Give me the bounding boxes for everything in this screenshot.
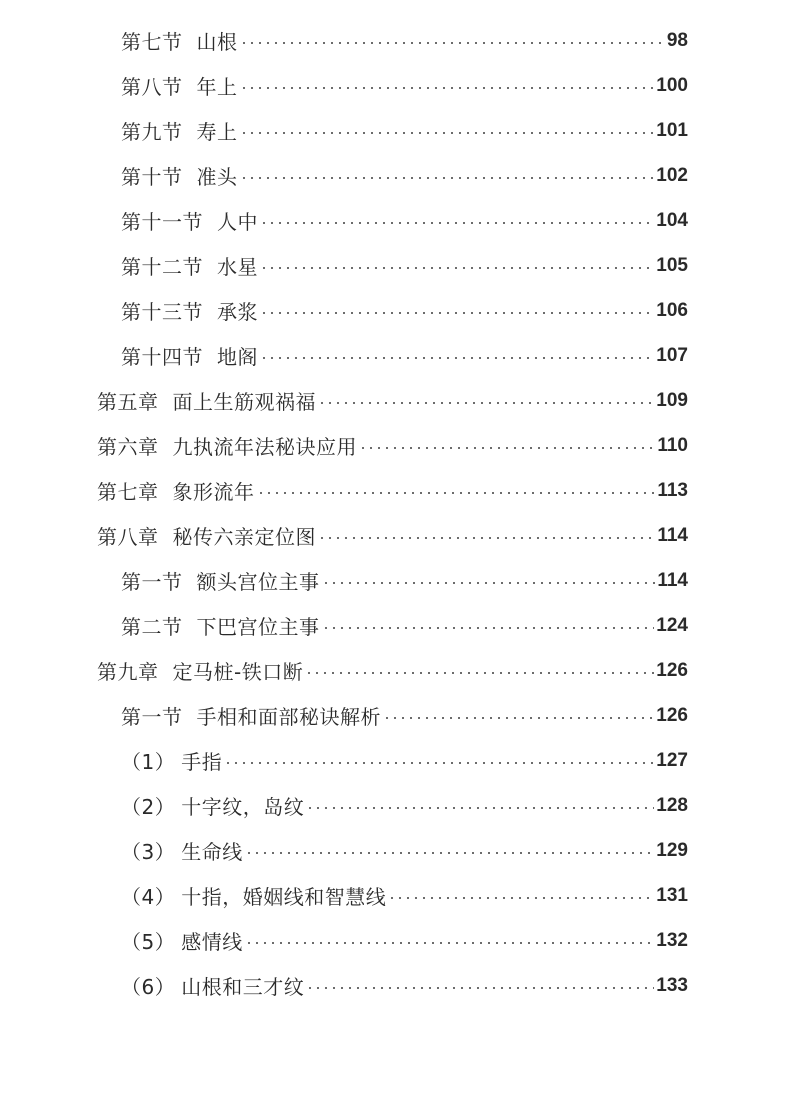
- page-number: 114: [657, 524, 688, 546]
- dot-leader: [306, 987, 654, 989]
- entry-label: [97, 476, 255, 505]
- dot-leader: [318, 402, 654, 404]
- entry-number: 第十二节: [121, 255, 203, 279]
- entry-label: [121, 341, 258, 370]
- dot-leader: [245, 942, 655, 944]
- toc-entry[interactable]: [0, 828, 791, 873]
- entry-label: [121, 116, 238, 145]
- entry-title: 人中: [217, 210, 258, 234]
- dot-leader: [224, 762, 654, 764]
- page-number: 113: [657, 479, 688, 501]
- entry-number: 第十一节: [121, 210, 203, 234]
- entry-title: 生命线: [181, 840, 243, 864]
- entry-title: 定马桩-铁口断: [172, 660, 304, 684]
- page-number: 109: [656, 389, 688, 411]
- toc-entry[interactable]: [0, 693, 791, 738]
- page-number: 105: [656, 254, 688, 276]
- entry-number: 第六章: [97, 435, 159, 459]
- entry-title: 手相和面部秘诀解析: [196, 705, 381, 729]
- dot-leader: [260, 357, 654, 359]
- page-number: 102: [656, 164, 688, 186]
- dot-leader: [305, 672, 654, 674]
- entry-title: 面上生筋观祸福: [172, 390, 316, 414]
- entry-label: [97, 656, 303, 685]
- page-number: 133: [656, 974, 688, 996]
- entry-title: 下巴宫位主事: [196, 615, 320, 639]
- page-number: 131: [656, 884, 688, 906]
- page-number: 132: [656, 929, 688, 951]
- entry-label: [121, 296, 258, 325]
- dot-leader: [260, 312, 654, 314]
- entry-label: [121, 701, 381, 730]
- entry-number: （2）: [121, 795, 176, 819]
- entry-title: 额头宫位主事: [196, 570, 320, 594]
- entry-title: 秘传六亲定位图: [172, 525, 316, 549]
- entry-title: 山根: [196, 30, 238, 54]
- entry-number: 第一节: [121, 705, 183, 729]
- entry-label: [97, 431, 357, 460]
- toc-entry[interactable]: [0, 558, 791, 603]
- dot-leader: [383, 717, 654, 719]
- entry-number: （4）: [121, 885, 176, 909]
- toc-entry[interactable]: [0, 153, 791, 198]
- page-number: 101: [656, 119, 688, 141]
- toc-entry[interactable]: [0, 873, 791, 918]
- page-number: 126: [656, 659, 688, 681]
- dot-leader: [388, 897, 654, 899]
- toc-entry[interactable]: [0, 18, 791, 63]
- dot-leader: [318, 537, 655, 539]
- toc-entry[interactable]: [0, 738, 791, 783]
- toc-entry[interactable]: [0, 513, 791, 558]
- toc-entry[interactable]: [0, 648, 791, 693]
- dot-leader: [260, 267, 654, 269]
- entry-label: [121, 971, 304, 1000]
- toc-entry[interactable]: [0, 603, 791, 648]
- entry-number: （5）: [121, 930, 176, 954]
- toc-entry[interactable]: [0, 423, 791, 468]
- entry-label: [121, 926, 243, 955]
- page-number: 127: [656, 749, 688, 771]
- entry-title: 山根和三才纹: [181, 975, 305, 999]
- entry-title: 承浆: [217, 300, 258, 324]
- page-number: 114: [657, 569, 688, 591]
- entry-label: [121, 836, 243, 865]
- entry-number: 第九节: [121, 120, 183, 144]
- entry-number: 第八节: [121, 75, 183, 99]
- page-number: 126: [656, 704, 688, 726]
- entry-title: 九执流年法秘诀应用: [172, 435, 357, 459]
- page-number: 107: [656, 344, 688, 366]
- dot-leader: [240, 42, 665, 44]
- dot-leader: [359, 447, 655, 449]
- entry-label: [97, 386, 316, 415]
- toc-entry[interactable]: [0, 963, 791, 1008]
- entry-label: [121, 881, 386, 910]
- page-number: 98: [666, 29, 688, 51]
- entry-title: 地阁: [217, 345, 258, 369]
- entry-label: [121, 791, 304, 820]
- entry-label: [121, 161, 238, 190]
- page-number: 124: [656, 614, 688, 636]
- entry-label: [121, 71, 238, 100]
- entry-label: [97, 521, 316, 550]
- entry-number: 第二节: [121, 615, 183, 639]
- dot-leader: [240, 132, 655, 134]
- page-number: 129: [656, 839, 688, 861]
- entry-number: 第七章: [97, 480, 159, 504]
- entry-title: 水星: [217, 255, 258, 279]
- table-of-contents: [0, 18, 791, 1008]
- entry-number: 第八章: [97, 525, 159, 549]
- entry-number: 第五章: [97, 390, 159, 414]
- entry-title: 十字纹，岛纹: [181, 795, 305, 819]
- entry-number: （6）: [121, 975, 176, 999]
- dot-leader: [245, 852, 655, 854]
- entry-number: 第七节: [121, 30, 183, 54]
- dot-leader: [306, 807, 654, 809]
- entry-label: [121, 611, 320, 640]
- entry-label: [121, 566, 320, 595]
- dot-leader: [260, 222, 654, 224]
- entry-label: [121, 206, 258, 235]
- entry-label: [121, 26, 238, 55]
- entry-title: 象形流年: [172, 480, 255, 504]
- entry-title: 准头: [196, 165, 238, 189]
- toc-entry[interactable]: [0, 918, 791, 963]
- entry-number: 第十四节: [121, 345, 203, 369]
- dot-leader: [257, 492, 656, 494]
- entry-title: 手指: [181, 750, 223, 774]
- entry-title: 十指，婚姻线和智慧线: [181, 885, 387, 909]
- toc-entry[interactable]: [0, 198, 791, 243]
- dot-leader: [240, 177, 655, 179]
- entry-title: 感情线: [181, 930, 243, 954]
- toc-entry[interactable]: [0, 783, 791, 828]
- entry-label: [121, 746, 222, 775]
- entry-title: 寿上: [196, 120, 238, 144]
- entry-number: 第一节: [121, 570, 183, 594]
- toc-entry[interactable]: [0, 288, 791, 333]
- entry-number: 第十节: [121, 165, 183, 189]
- entry-number: 第十三节: [121, 300, 203, 324]
- entry-label: [121, 251, 258, 280]
- toc-entry[interactable]: [0, 378, 791, 423]
- page-number: 110: [657, 434, 688, 456]
- page-number: 128: [656, 794, 688, 816]
- entry-title: 年上: [196, 75, 238, 99]
- toc-entry[interactable]: [0, 63, 791, 108]
- toc-entry[interactable]: [0, 333, 791, 378]
- toc-entry[interactable]: [0, 108, 791, 153]
- dot-leader: [322, 627, 655, 629]
- toc-entry[interactable]: [0, 468, 791, 513]
- dot-leader: [322, 582, 656, 584]
- page-number: 100: [656, 74, 688, 96]
- page-number: 104: [656, 209, 688, 231]
- entry-number: （3）: [121, 840, 176, 864]
- page-number: 106: [656, 299, 688, 321]
- dot-leader: [240, 87, 655, 89]
- toc-entry[interactable]: [0, 243, 791, 288]
- entry-number: （1）: [121, 750, 176, 774]
- entry-number: 第九章: [97, 660, 159, 684]
